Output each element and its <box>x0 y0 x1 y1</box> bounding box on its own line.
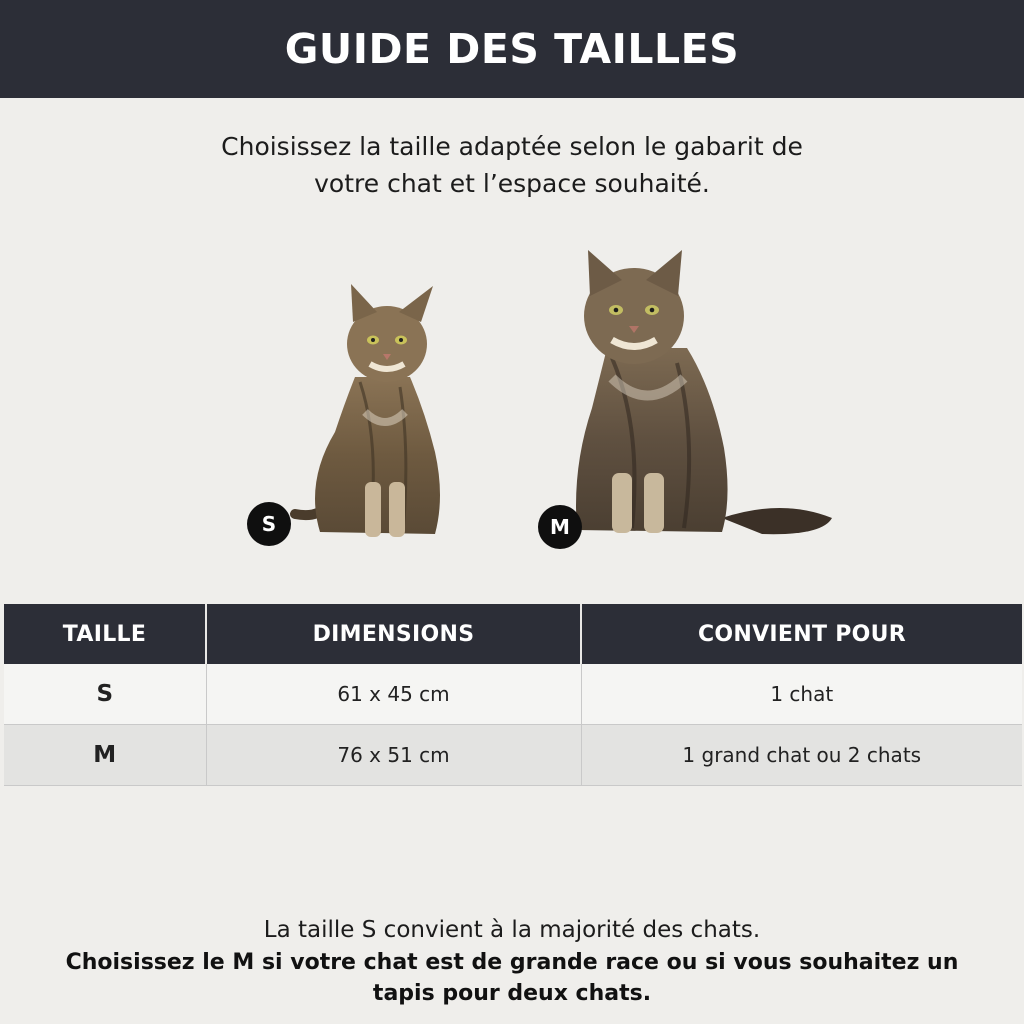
size-table <box>4 604 1022 786</box>
tabby-cat-illustration <box>285 282 445 544</box>
cell-size: M <box>4 725 206 786</box>
table-row <box>4 664 1022 725</box>
header-bar <box>0 0 1024 98</box>
table-row <box>4 725 1022 786</box>
maine-coon-illustration <box>572 248 840 544</box>
page-title: GUIDE DES TAILLES <box>284 25 740 73</box>
size-badge-m: M <box>538 505 582 549</box>
footer-text <box>0 914 1024 1009</box>
cell-size: S <box>4 664 206 725</box>
table-header-row <box>4 604 1022 664</box>
footer-advice: Choisissez le M si votre chat est de grande race ou si vous souhaitez un tapis pour deux chats. <box>65 950 959 1006</box>
cell-suitable-for: 1 grand chat ou 2 chats <box>581 725 1022 786</box>
size-badge-s: S <box>247 502 291 546</box>
intro-text <box>0 128 1024 202</box>
cell-dimensions: 61 x 45 cm <box>206 664 581 725</box>
cell-suitable-for: 1 chat <box>581 664 1022 725</box>
intro-line-2: votre chat et l’espace souhaité. <box>314 169 710 198</box>
footer-note: La taille S convient à la majorité des chats. <box>263 917 761 943</box>
cell-dimensions: 76 x 51 cm <box>206 725 581 786</box>
cat-image-medium <box>572 248 840 544</box>
column-header-size: TAILLE <box>4 604 206 664</box>
cat-image-small <box>285 282 445 544</box>
intro-line-1: Choisissez la taille adaptée selon le gabarit de <box>221 132 803 161</box>
column-header-suitable-for: CONVIENT POUR <box>581 604 1022 664</box>
column-header-dimensions: DIMENSIONS <box>206 604 581 664</box>
